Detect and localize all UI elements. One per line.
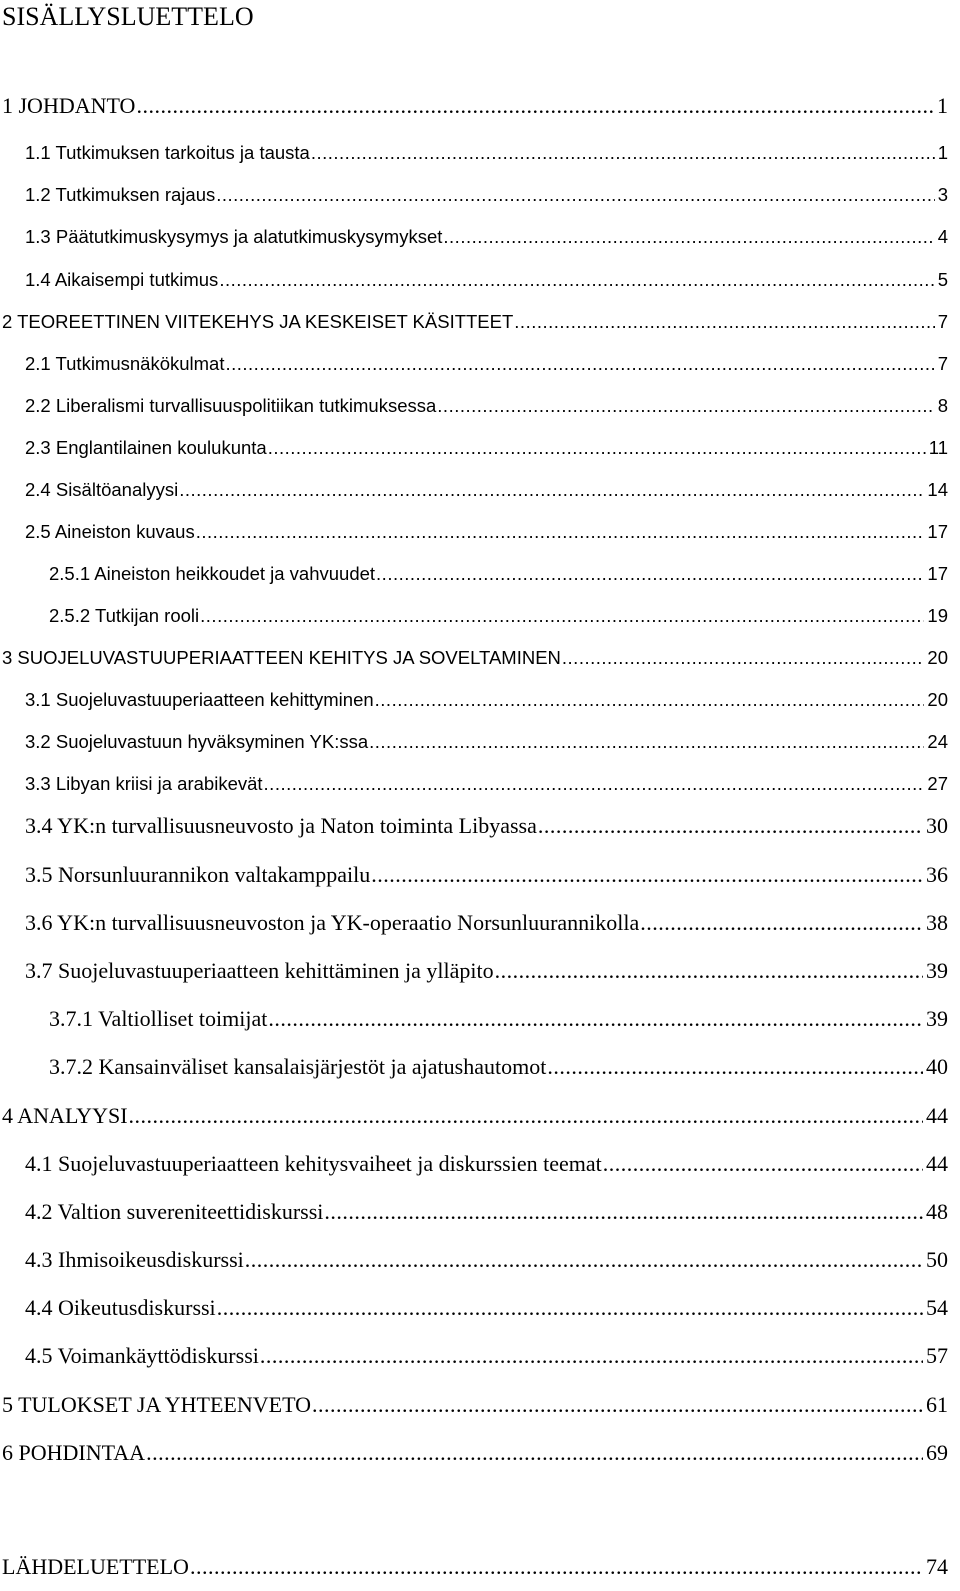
toc-dot-leader [268,437,926,459]
toc-entry-label: 4.5 Voimankäyttödiskurssi [25,1343,259,1368]
toc-entry-page: 27 [927,773,948,794]
toc-entry-label: 1.3 Päätutkimuskysymys ja alatutkimuskysymykset [25,226,443,247]
toc-entry[interactable] [25,1343,948,1369]
page-title: SISÄLLYSLUETTELO [2,2,254,31]
toc-entry-label: 2.2 Liberalismi turvallisuuspolitiikan tutkimuksessa [25,395,437,416]
toc-entry-label: 1.1 Tutkimuksen tarkoitus ja tausta [25,142,310,163]
toc-entry-label: 2.5.2 Tutkijan rooli [49,605,200,626]
toc-entry-label: 4.1 Suojeluvastuuperiaatteen kehitysvaiheet ja diskurssien teemat [25,1151,602,1176]
toc-dot-leader [200,605,924,627]
toc-dot-leader [268,1006,923,1032]
toc-entry-page: 50 [926,1247,948,1272]
toc-entry-page: 19 [927,605,948,626]
toc-entry-label: 3.5 Norsunluurannikon valtakamppailu [25,862,371,887]
toc-entry[interactable] [25,226,948,248]
toc-entry-label: 3.1 Suojeluvastuuperiaatteen kehittyminen [25,689,374,710]
toc-entry[interactable] [25,773,948,795]
toc-dot-leader [443,226,934,248]
toc-dot-leader [146,1440,923,1466]
toc-dot-leader [190,1554,923,1580]
toc-dot-leader [219,269,934,291]
toc-dot-leader [324,1199,923,1225]
toc-entry-page: 36 [926,862,948,887]
toc-entry-label: 3.2 Suojeluvastuun hyväksyminen YK:ssa [25,731,369,752]
toc-entry-label: 3.7.1 Valtiolliset toimijat [49,1006,268,1031]
toc-entry-label: 1.4 Aikaisempi tutkimus [25,269,219,290]
toc-entry-page: 1 [937,93,948,118]
toc-entry[interactable] [49,1006,948,1032]
toc-dot-leader [196,521,925,543]
toc-entry[interactable] [2,1554,948,1580]
toc-entry[interactable] [2,647,948,669]
toc-dot-leader [264,773,925,795]
toc-entry[interactable] [25,353,948,375]
toc-dot-leader [514,311,934,333]
toc-entry-page: 38 [926,910,948,935]
toc-entry[interactable] [49,563,948,585]
toc-entry-page: 1 [937,142,948,163]
toc-entry[interactable] [49,605,948,627]
toc-entry-page: 5 [937,269,948,290]
toc-dot-leader [260,1343,923,1369]
toc-entry-label: 2 TEOREETTINEN VIITEKEHYS JA KESKEISET KÄSITTEET [2,311,514,332]
toc-entry[interactable] [2,93,948,119]
toc-entry-page: 17 [927,521,948,542]
toc-entry-label: 2.1 Tutkimusnäkökulmat [25,353,225,374]
toc-entry[interactable] [49,1054,948,1080]
toc-entry-page: 40 [926,1054,948,1079]
toc-entry-page: 44 [926,1151,948,1176]
toc-entry-label: 6 POHDINTAA [2,1440,146,1465]
toc-entry[interactable] [25,395,948,417]
toc-entry[interactable] [25,1199,948,1225]
toc-entry[interactable] [25,910,948,936]
toc-entry[interactable] [25,813,948,839]
toc-entry-label: 3 SUOJELUVASTUUPERIAATTEEN KEHITYS JA SOVELTAMINEN [2,647,561,668]
toc-dot-leader [375,689,925,711]
toc-dot-leader [437,395,934,417]
toc-dot-leader [603,1151,923,1177]
toc-entry-label: 3.4 YK:n turvallisuusneuvosto ja Naton toiminta Libyassa [25,813,537,838]
toc-entry[interactable] [2,1440,948,1466]
toc-entry-page: 14 [927,479,948,500]
toc-entry-label: LÄHDELUETTELO [2,1554,189,1579]
toc-entry[interactable] [25,269,948,291]
toc-entry-label: 4 ANALYYSI [2,1103,128,1128]
toc-dot-leader [538,813,923,839]
toc-entry-label: 3.3 Libyan kriisi ja arabikevät [25,773,263,794]
toc-entry-page: 11 [928,437,948,458]
toc-dot-leader [495,958,923,984]
toc-entry-page: 44 [926,1103,948,1128]
toc-entry[interactable] [25,184,948,206]
toc-dot-leader [376,563,924,585]
toc-entry[interactable] [25,862,948,888]
toc-entry-page: 3 [937,184,948,205]
toc-entry-label: 2.5 Aineiston kuvaus [25,521,195,542]
toc-dot-leader [136,93,934,119]
toc-entry-page: 61 [926,1392,948,1417]
toc-entry[interactable] [2,311,948,333]
toc-dot-leader [179,479,924,501]
toc-entry-page: 17 [927,563,948,584]
toc-dot-leader [311,142,935,164]
toc-entry-page: 7 [937,311,948,332]
toc-entry[interactable] [25,958,948,984]
toc-entry-label: 3.7.2 Kansainväliset kansalaisjärjestöt ja ajatushautomot [49,1054,547,1079]
toc-entry-page: 30 [926,813,948,838]
toc-entry-page: 20 [927,689,948,710]
toc-entry-page: 69 [926,1440,948,1465]
toc-entry[interactable] [25,689,948,711]
toc-entry-label: 3.7 Suojeluvastuuperiaatteen kehittäminen ja ylläpito [25,958,494,983]
toc-entry[interactable] [25,479,948,501]
toc-entry[interactable] [2,1392,948,1418]
toc-entry-label: 5 TULOKSET JA YHTEENVETO [2,1392,312,1417]
toc-entry-label: 2.5.1 Aineiston heikkoudet ja vahvuudet [49,563,376,584]
toc-entry-page: 7 [937,353,948,374]
toc-dot-leader [129,1103,923,1129]
toc-dot-leader [225,353,934,375]
toc-entry-label: 2.3 Englantilainen koulukunta [25,437,267,458]
toc-entry-page: 54 [926,1295,948,1320]
toc-entry-page: 20 [927,647,948,668]
toc-entry[interactable] [25,1247,948,1273]
toc-entry-label: 4.4 Oikeutusdiskurssi [25,1295,216,1320]
toc-dot-leader [216,184,934,206]
toc-entry-label: 1 JOHDANTO [2,93,136,118]
toc-entry-label: 1.2 Tutkimuksen rajaus [25,184,216,205]
toc-dot-leader [562,647,925,669]
toc-entry[interactable] [25,731,948,753]
toc-entry-page: 48 [926,1199,948,1224]
toc-entry-page: 57 [926,1343,948,1368]
toc-entry-label: 3.6 YK:n turvallisuusneuvoston ja YK-operaatio Norsunluurannikolla [25,910,640,935]
toc-entry-page: 8 [937,395,948,416]
toc-entry[interactable] [25,1295,948,1321]
toc-dot-leader [369,731,924,753]
toc-entry[interactable] [2,1103,948,1129]
toc-dot-leader [547,1054,923,1080]
toc-entry-page: 24 [927,731,948,752]
toc-dot-leader [245,1247,923,1273]
toc-entry-page: 39 [926,1006,948,1031]
toc-entry-label: 2.4 Sisältöanalyysi [25,479,179,500]
toc-dot-leader [312,1392,923,1418]
toc-entry[interactable] [25,1151,948,1177]
toc-entry[interactable] [25,521,948,543]
toc-entry-label: 4.2 Valtion suvereniteettidiskurssi [25,1199,324,1224]
toc-dot-leader [371,862,923,888]
toc-entry-page: 74 [926,1554,948,1579]
toc-entry[interactable] [25,142,948,164]
toc-entry-label: 4.3 Ihmisoikeusdiskurssi [25,1247,244,1272]
toc-dot-leader [217,1295,923,1321]
toc-entry-page: 4 [937,226,948,247]
toc-dot-leader [640,910,923,936]
toc-entry[interactable] [25,437,948,459]
toc-entry-page: 39 [926,958,948,983]
